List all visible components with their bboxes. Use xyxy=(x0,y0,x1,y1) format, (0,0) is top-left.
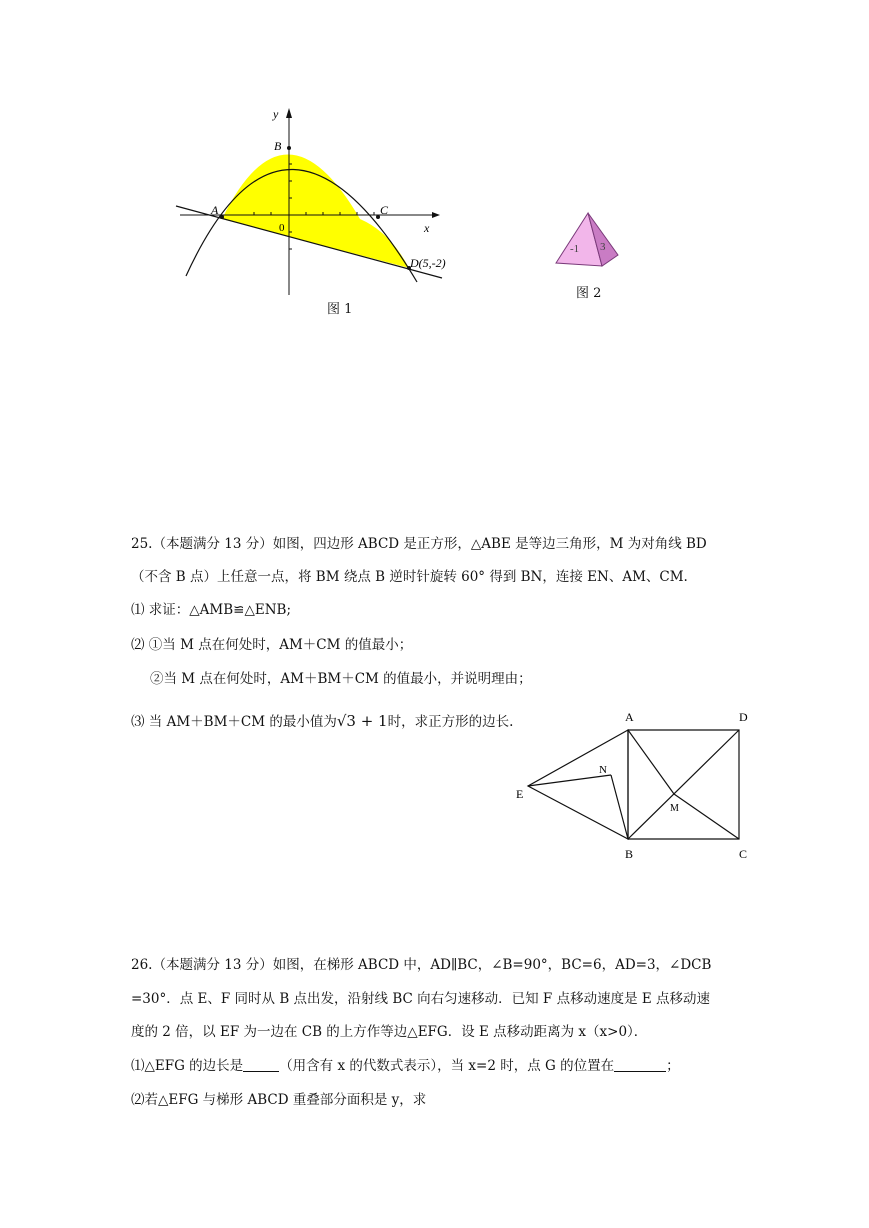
segment-en xyxy=(528,775,611,786)
q26-part2: ⑵若△EFG 与梯形 ABCD 重叠部分面积是 y，求 xyxy=(131,1092,427,1108)
figure-2 xyxy=(550,208,630,273)
figure-2-caption: 图 2 xyxy=(576,286,602,301)
origin-label: 0 xyxy=(279,222,285,234)
fig25-label-a: A xyxy=(625,710,634,724)
q25-part1: ⑴ 求证：△AMB≌△ENB; xyxy=(131,602,291,618)
segment-cm xyxy=(674,794,739,839)
face-left-number: -1 xyxy=(570,243,580,255)
q25-figure xyxy=(510,708,760,868)
x-axis-arrow xyxy=(432,212,440,218)
q26-line1: 26.（本题满分 13 分）如图，在梯形 ABCD 中，AD∥BC，∠B=90°，BC=6，AD=3，∠DCB xyxy=(131,957,712,973)
q26-line3: 度的 2 倍，以 EF 为一边在 CB 的上方作等边△EFG．设 E 点移动距离为 x（x>0）． xyxy=(131,1024,648,1040)
segment-am xyxy=(628,730,674,794)
q25-part2b: ②当 M 点在何处时，AM＋BM＋CM 的值最小，并说明理由； xyxy=(150,671,532,687)
point-a xyxy=(220,215,224,219)
fig25-label-n: N xyxy=(599,764,607,776)
x-axis-label: x xyxy=(424,221,430,235)
q25-part3-pre: ⑶ 当 AM＋BM＋CM 的最小值为 xyxy=(131,714,337,730)
diagonal-bd xyxy=(628,730,739,839)
figure-1-graph xyxy=(170,100,450,300)
label-b: B xyxy=(274,139,282,153)
q25-part3-post: 时，求正方形的边长. xyxy=(387,714,514,730)
fig25-label-b: B xyxy=(625,847,634,861)
q26-line2: =30°．点 E、F 同时从 B 点出发，沿射线 BC 向右匀速移动．已知 F 点移动速度是 E 点移动速 xyxy=(131,991,711,1007)
fig25-label-c: C xyxy=(739,847,748,861)
answer-blank-2[interactable] xyxy=(614,1057,666,1072)
q25-part2a: ⑵ ①当 M 点在何处时，AM＋CM 的值最小； xyxy=(131,637,413,653)
answer-blank-1[interactable] xyxy=(243,1057,279,1072)
q26-part1 xyxy=(131,1056,771,1076)
figure-1-caption: 图 1 xyxy=(327,302,353,317)
face-right-number: 3 xyxy=(600,241,606,253)
label-c: C xyxy=(380,203,389,217)
y-axis-label: y xyxy=(273,107,279,121)
tetrahedron-figure xyxy=(550,208,630,273)
figure-1 xyxy=(170,100,450,300)
label-d: D(5,-2) xyxy=(410,256,446,270)
q25-line1: 25.（本题满分 13 分）如图，四边形 ABCD 是正方形，△ABE 是等边三角形，M 为对角线 BD xyxy=(131,536,707,552)
q25-part3-math: √3 + 1 xyxy=(336,712,388,730)
q26-part1-c: ； xyxy=(666,1058,680,1074)
square-triangle-figure xyxy=(510,708,760,868)
q26-part1-b: （用含有 x 的代数式表示），当 x=2 时，点 G 的位置在 xyxy=(279,1058,615,1074)
fig25-label-d: D xyxy=(739,710,748,724)
y-axis-arrow xyxy=(286,108,292,118)
q26-part1-a: ⑴△EFG 的边长是 xyxy=(131,1058,244,1074)
fig25-label-m: M xyxy=(670,803,679,814)
segment-bn xyxy=(611,775,628,839)
label-a: A xyxy=(211,203,219,217)
q25-line2: （不含 B 点）上任意一点，将 BM 绕点 B 逆时针旋转 60° 得到 BN，连接 EN、AM、CM. xyxy=(131,569,688,585)
fig25-label-e: E xyxy=(516,787,524,801)
point-b xyxy=(287,146,291,150)
